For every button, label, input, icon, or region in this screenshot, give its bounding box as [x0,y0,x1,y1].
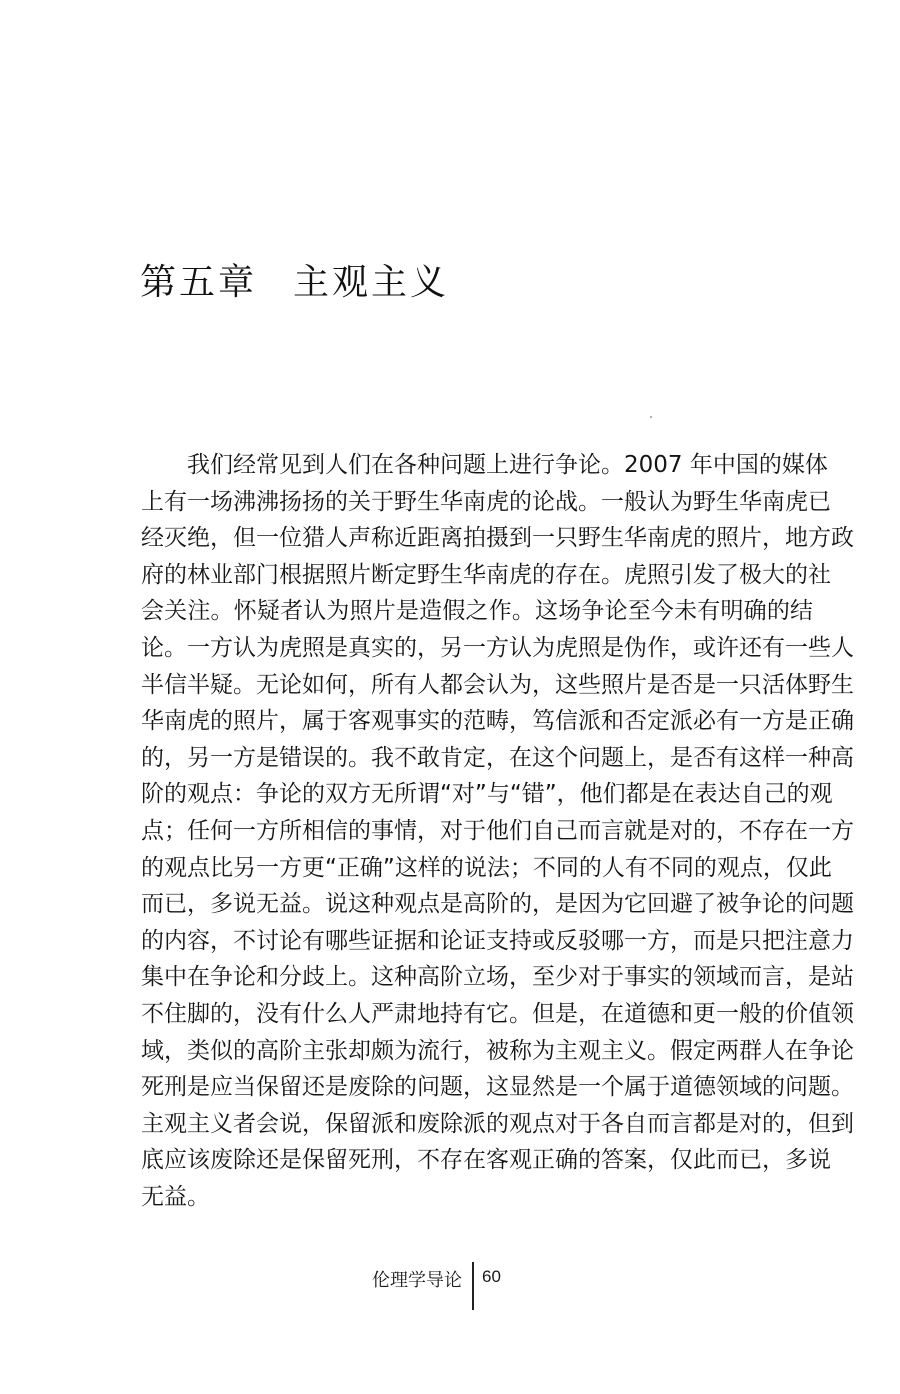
body-paragraph [141,447,854,1215]
paragraph-line: 底应该废除还是保留死刑，不存在客观正确的答案，仅此而已，多说 [141,1147,831,1174]
paragraph-line: 上有一场沸沸扬扬的关于野生华南虎的论战。一般认为野生华南虎已 [141,488,831,515]
paragraph-line: 不住脚的，没有什么人严肃地持有它。但是，在道德和更一般的价值领 [141,1000,854,1027]
chapter-name: 主观主义 [293,262,450,303]
paragraph-line: 的，另一方是错误的。我不敢肯定，在这个问题上，是否有这样一种高 [141,744,854,771]
paragraph-line: 的观点比另一方更“正确”这样的说法；不同的人有不同的观点，仅此 [141,854,832,881]
chapter-title [140,254,449,305]
paragraph-line: 府的林业部门根据照片断定野生华南虎的存在。虎照引发了极大的社 [141,561,831,588]
paragraph-line: 会关注。怀疑者认为照片是造假之作。这场争论至今未有明确的结 [141,598,813,625]
paragraph-line: 无益。 [141,1183,210,1210]
print-speck [650,416,652,418]
paragraph-line: 域，类似的高阶主张却颇为流行，被称为主观主义。假定两群人在争论 [141,1037,854,1064]
paragraph-line: 而已，多说无益。说这种观点是高阶的，是因为它回避了被争论的问题 [141,891,854,918]
paragraph-line: 的内容，不讨论有哪些证据和论证支持或反驳哪一方，而是只把注意力 [141,927,854,954]
paragraph-line: 点；任何一方所相信的事情，对于他们自己而言就是对的，不存在一方 [141,817,854,844]
paragraph-line: 我们经常见到人们在各种问题上进行争论。2007 年中国的媒体 [187,452,828,478]
page-footer [0,1262,900,1312]
page-number: 60 [482,1267,501,1286]
chapter-number: 第五章 [140,262,258,303]
running-book-title: 伦理学导论 [372,1270,462,1291]
paragraph-line: 阶的观点：争论的双方无所谓“对”与“错”，他们都是在表达自己的观 [141,781,833,808]
paragraph-line: 经灭绝，但一位猎人声称近距离拍摄到一只野生华南虎的照片，地方政 [141,525,854,552]
footer-divider [472,1262,474,1310]
paragraph-line: 华南虎的照片，属于客观事实的范畴，笃信派和否定派必有一方是正确 [141,708,854,735]
paragraph-line: 主观主义者会说，保留派和废除派的观点对于各自而言都是对的，但到 [141,1110,854,1137]
paragraph-line: 论。一方认为虎照是真实的，另一方认为虎照是伪作，或许还有一些人 [141,634,854,661]
paragraph-line: 集中在争论和分歧上。这种高阶立场，至少对于事实的领域而言，是站 [141,964,854,991]
paragraph-line: 死刑是应当保留还是废除的问题，这显然是一个属于道德领域的问题。 [141,1074,854,1101]
paragraph-line: 半信半疑。无论如何，所有人都会认为，这些照片是否是一只活体野生 [141,671,854,698]
